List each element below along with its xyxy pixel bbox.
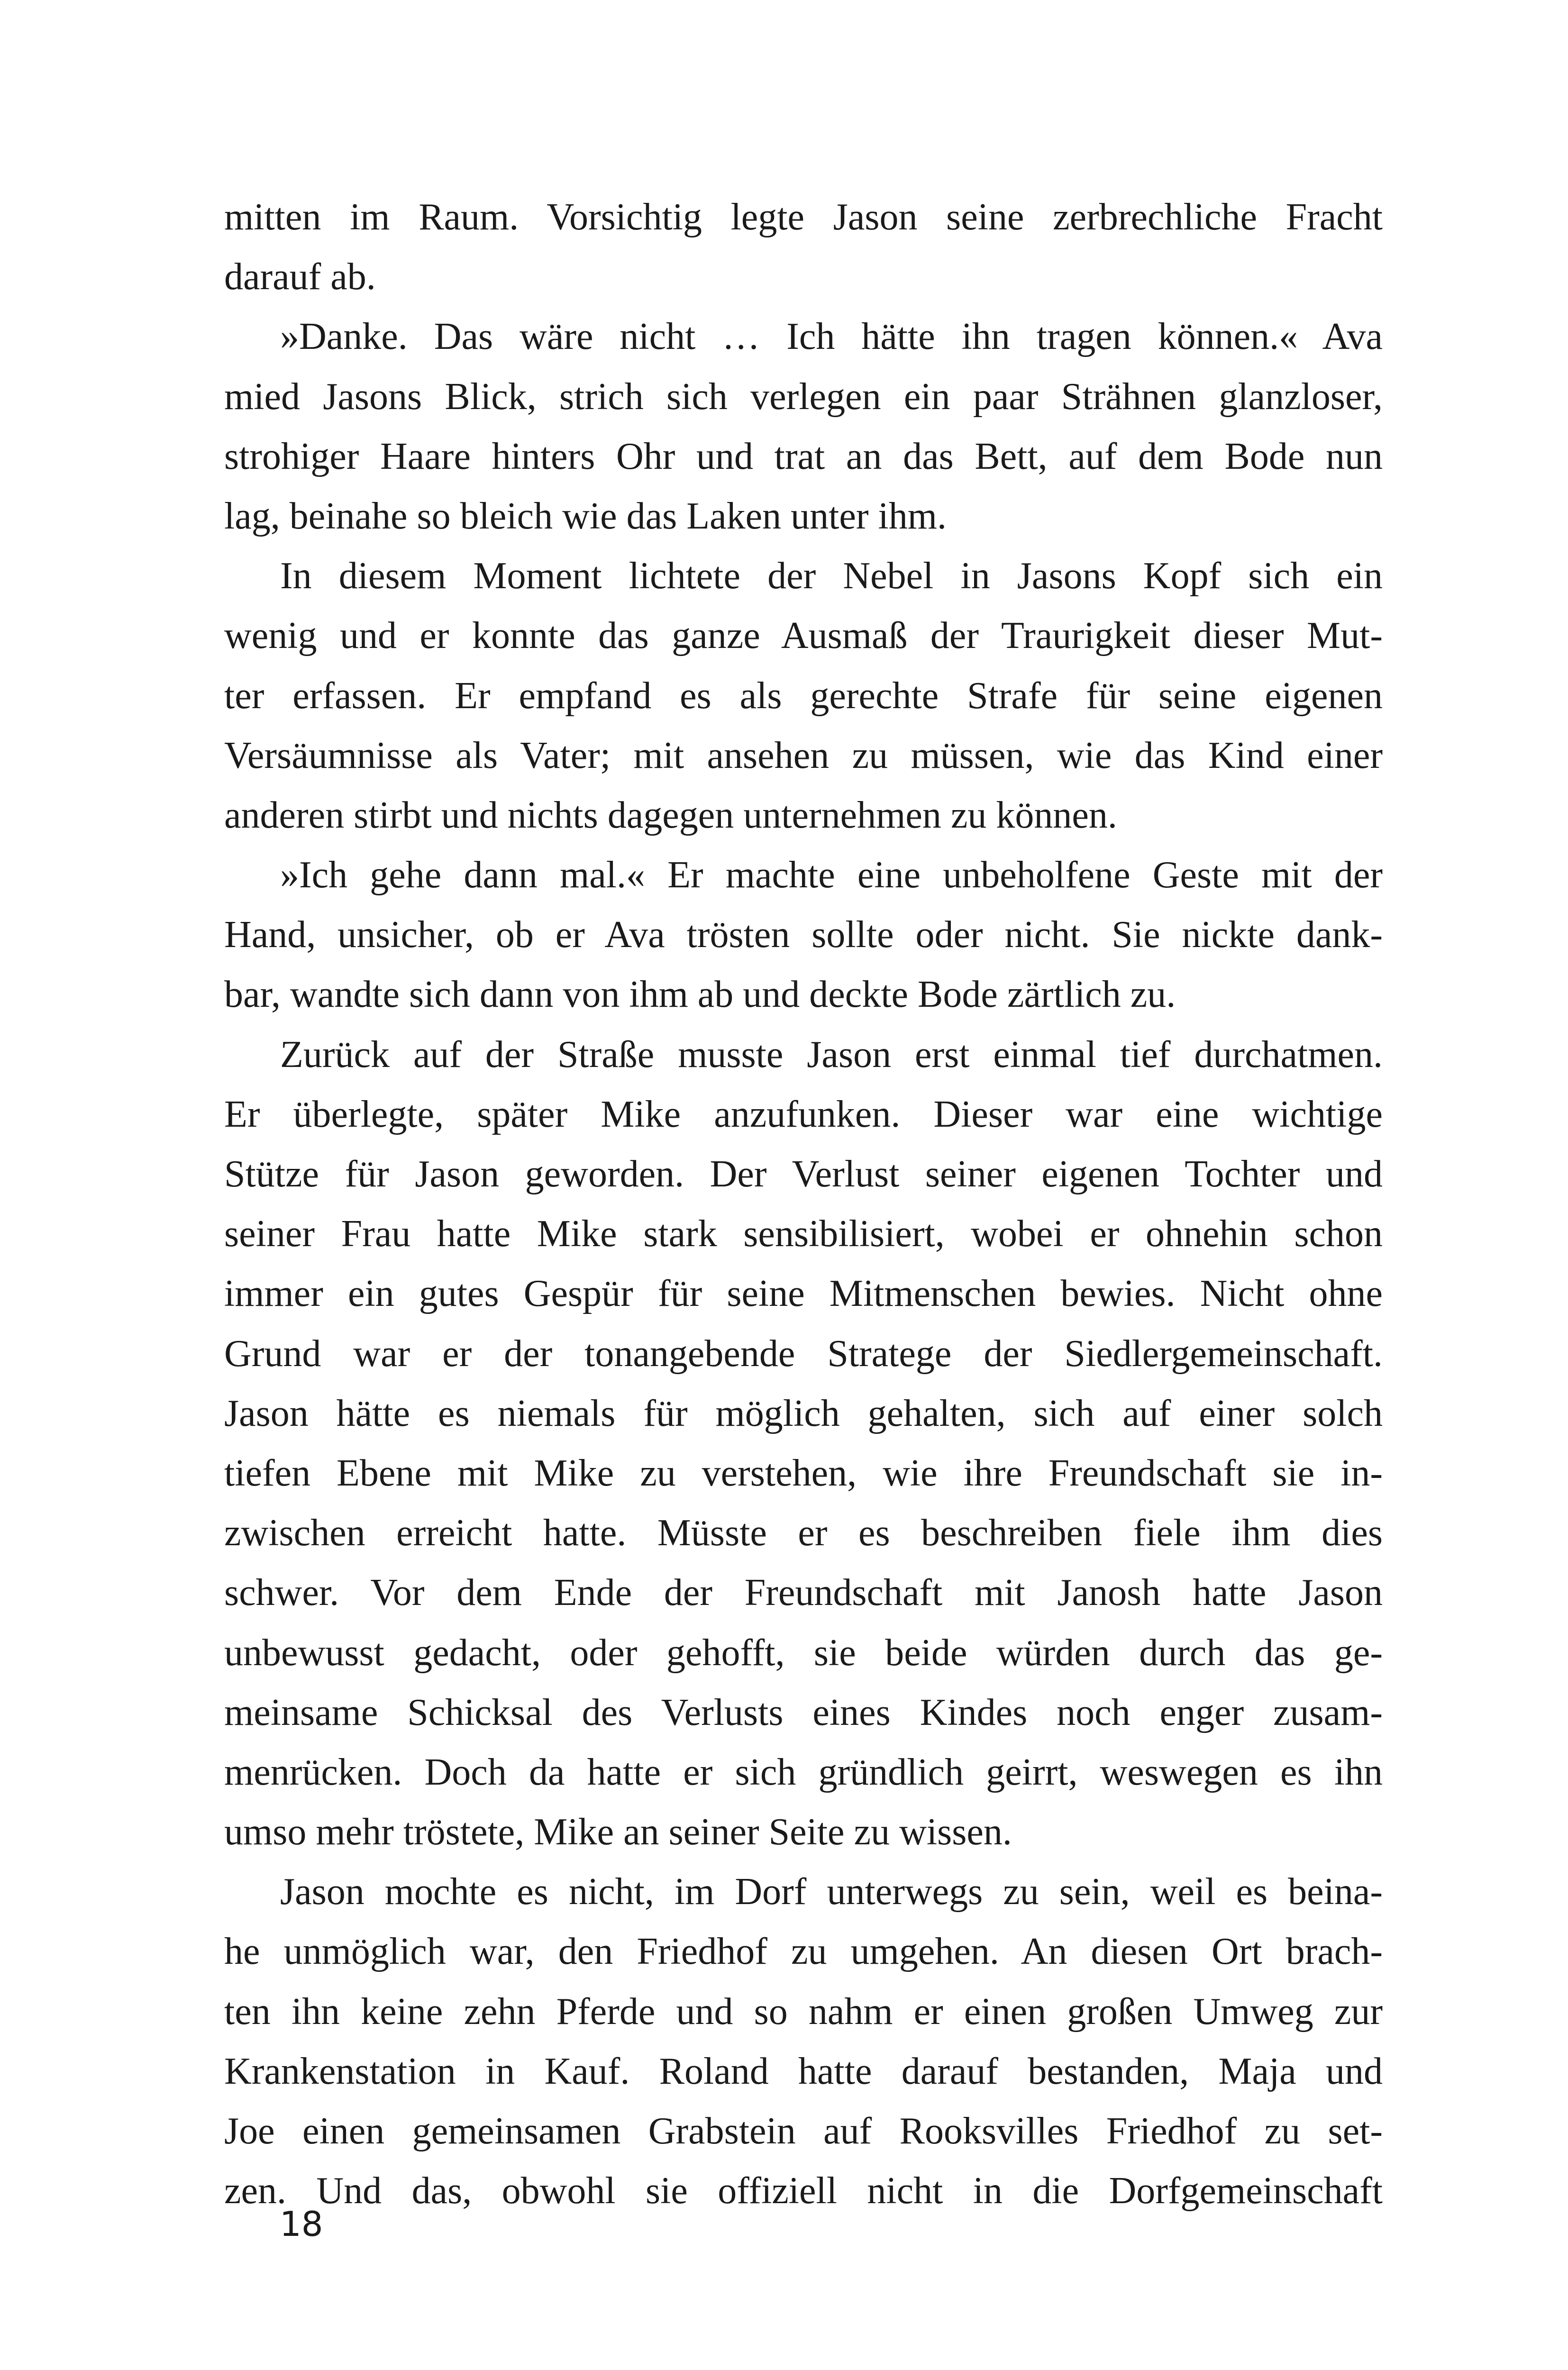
text-line: Jason hätte es niemals für möglich gehalten, sich auf einer solch — [224, 1392, 1383, 1434]
text-line: Hand, unsicher, ob er Ava trösten sollte oder nicht. Sie nickte dank- — [224, 914, 1383, 956]
text-line: zen. Und das, obwohl sie offiziell nicht in die Dorfgemeinschaft — [224, 2170, 1383, 2212]
text-line: mied Jasons Blick, strich sich verlegen ein paar Strähnen glanzloser, — [224, 375, 1383, 418]
text-line: Jason mochte es nicht, im Dorf unterwegs zu sein, weil es beina- — [280, 1871, 1383, 1913]
text-line: Versäumnisse als Vater; mit ansehen zu müssen, wie das Kind einer — [224, 734, 1383, 776]
text-line: mitten im Raum. Vorsichtig legte Jason seine zerbrechliche Fracht — [224, 196, 1383, 238]
page-number: 18 — [280, 2204, 323, 2244]
text-line: strohiger Haare hinters Ohr und trat an das Bett, auf dem Bode nun — [224, 435, 1383, 477]
text-line: anderen stirbt und nichts dagegen unternehmen zu können. — [224, 794, 1117, 836]
text-line: unbewusst gedacht, oder gehofft, sie beide würden durch das ge- — [224, 1632, 1383, 1674]
text-line: darauf ab. — [224, 256, 376, 298]
text-line: bar, wandte sich dann von ihm ab und deckte Bode zärtlich zu. — [224, 974, 1176, 1016]
text-line: seiner Frau hatte Mike stark sensibilisiert, wobei er ohnehin schon — [224, 1213, 1383, 1255]
text-line: menrücken. Doch da hatte er sich gründlich geirrt, weswegen es ihn — [224, 1751, 1383, 1793]
text-line: wenig und er konnte das ganze Ausmaß der Traurigkeit dieser Mut- — [224, 615, 1383, 657]
text-line: Joe einen gemeinsamen Grabstein auf Rooksvilles Friedhof zu set- — [224, 2110, 1383, 2152]
text-line: he unmöglich war, den Friedhof zu umgehen. An diesen Ort brach- — [224, 1931, 1383, 1973]
text-line: »Ich gehe dann mal.« Er machte eine unbeholfene Geste mit der — [280, 854, 1383, 896]
text-line: Zurück auf der Straße musste Jason erst einmal tief durchatmen. — [280, 1033, 1383, 1076]
text-line: immer ein gutes Gespür für seine Mitmenschen bewies. Nicht ohne — [224, 1273, 1383, 1315]
text-line: ter erfassen. Er empfand es als gerechte Strafe für seine eigenen — [224, 675, 1383, 717]
text-line: Stütze für Jason geworden. Der Verlust seiner eigenen Tochter und — [224, 1153, 1383, 1195]
text-line: tiefen Ebene mit Mike zu verstehen, wie ihre Freundschaft sie in- — [224, 1452, 1383, 1494]
text-line: Er überlegte, später Mike anzufunken. Dieser war eine wichtige — [224, 1093, 1383, 1135]
text-line: Krankenstation in Kauf. Roland hatte darauf bestanden, Maja und — [224, 2050, 1383, 2092]
body-text — [224, 187, 1383, 2221]
text-line: meinsame Schicksal des Verlusts eines Kindes noch enger zusam- — [224, 1691, 1383, 1733]
text-line: lag, beinahe so bleich wie das Laken unter ihm. — [224, 495, 947, 537]
text-line: umso mehr tröstete, Mike an seiner Seite zu wissen. — [224, 1811, 1012, 1853]
text-line: In diesem Moment lichtete der Nebel in Jasons Kopf sich ein — [280, 555, 1383, 597]
text-line: »Danke. Das wäre nicht … Ich hätte ihn tragen können.« Ava — [280, 316, 1383, 358]
text-line: schwer. Vor dem Ende der Freundschaft mit Janosh hatte Jason — [224, 1572, 1383, 1614]
text-line: zwischen erreicht hatte. Müsste er es beschreiben fiele ihm dies — [224, 1512, 1383, 1554]
text-line: ten ihn keine zehn Pferde und so nahm er einen großen Umweg zur — [224, 1990, 1383, 2033]
text-line: Grund war er der tonangebende Stratege der Siedlergemeinschaft. — [224, 1332, 1383, 1375]
